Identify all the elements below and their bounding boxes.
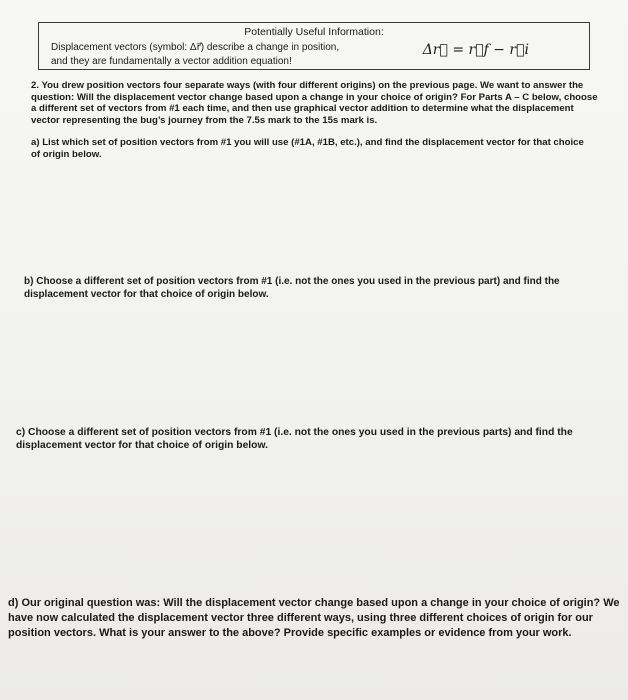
info-box-title: Potentially Useful Information: xyxy=(244,26,384,38)
question-2-text: 2. You drew position vectors four separate ways (with four different origins) on the previous page. We want to answer the question: Will the displacement vector change based upon a change in your choice of origin? For Parts A – C below, choose a different set of vectors from #1 each time, and then xyxy=(31,80,598,114)
part-c-question: c) Choose a different set of position vectors from #1 (i.e. not the ones you used in the previous parts) and find the displacement vector for that choice of origin below. xyxy=(16,427,573,451)
info-desc-line-2: and they are fundamentally a vector addition equation! xyxy=(51,56,292,67)
part-b-question: b) Choose a different set of position vectors from #1 (i.e. not the ones you used in the previous part) and find the displacement vector for that choice of origin below. xyxy=(24,276,560,300)
info-box xyxy=(38,22,590,70)
info-desc-line-1: Displacement vectors (symbol: Δr⃗) describe a change in position, xyxy=(51,42,340,53)
question-2 xyxy=(31,80,601,126)
part-a-question: a) List which set of position vectors from #1 you will use (#1A, #1B, etc.), and find the displacement vector for that choice of origin below. xyxy=(31,137,584,160)
info-box-description xyxy=(51,41,339,69)
question-2-emphasis: use graphical vector addition to determine what the displacement vector representing the bug’s journey from the 7.5s mark to the 15s mark is. xyxy=(31,103,574,126)
displacement-equation: Δr⃗ = r⃗f − r⃗i xyxy=(422,42,529,58)
part-d-question: d) Our original question was: Will the displacement vector change based upon a change in your choice of origin? We have now calculated the displacement vector three different ways, using three different choices of origin for our position vectors. What is your answer to the above? Provide specific examples or evidence from your work. xyxy=(8,597,620,639)
